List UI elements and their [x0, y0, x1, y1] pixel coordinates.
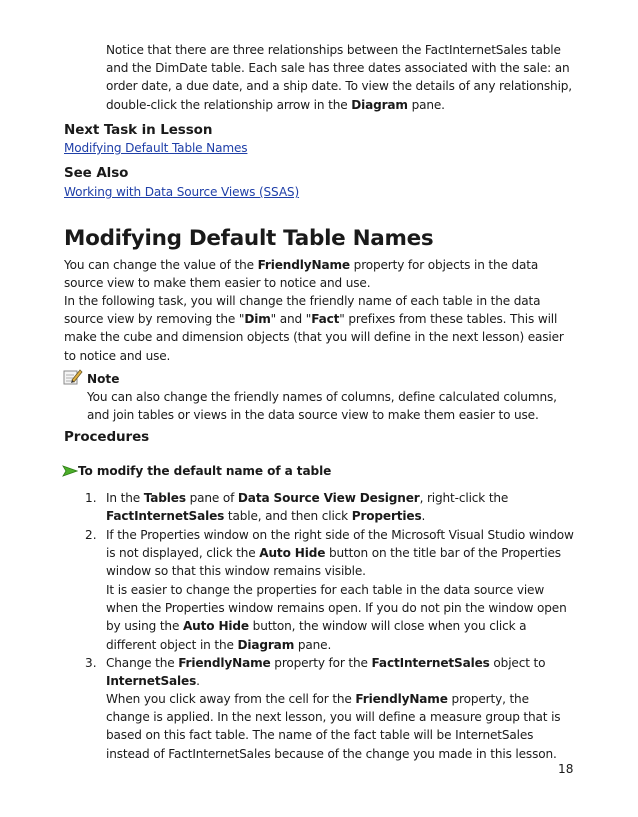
step-2-bold-autohide: Auto Hide: [259, 546, 326, 561]
next-task-link[interactable]: Modifying Default Table Names: [64, 141, 248, 155]
para2-bold-fact: Fact: [311, 312, 340, 327]
step-3-d2: property, the change is applied. In the next lesson, you will define a measure group that is based on this fact table. The name of the fact table will be InternetSales instead of FactInternetSales because of the change you made in this lesson.: [106, 692, 561, 761]
para2-text-end: " prefixes from these tables. This will make the cube and dimension objects (that you will define in the next lesson) easier to notice and use.: [64, 312, 564, 363]
step-3-detail: [106, 690, 576, 763]
step-1-t3: , right-click the: [419, 491, 509, 505]
para1-bold-friendlyname: FriendlyName: [257, 258, 350, 272]
step-1-text: [106, 489, 576, 525]
page-number: 18: [558, 762, 574, 776]
step-1-t4: table, and then click: [224, 509, 352, 524]
step-1-t1: In the: [106, 491, 144, 505]
step-3-t4: .: [196, 674, 200, 689]
para2-text-mid: " and ": [270, 312, 312, 327]
see-also-link[interactable]: Working with Data Source Views (SSAS): [64, 185, 300, 199]
note-body: You can also change the friendly names of columns, define calculated columns, and join tables or views in the data source view to make them easier to use.: [87, 390, 557, 423]
step-number: 1.: [85, 491, 97, 505]
step-2-d3: pane.: [294, 637, 332, 652]
step-2-t1: If the Properties window on the right side of the Microsoft Visual Studio window is not displayed, click the: [106, 528, 574, 561]
step-2-d2: button, the window will close when you click a different object in the: [106, 619, 527, 652]
procedure-title: To modify the default name of a table: [78, 464, 332, 478]
step-number: 3.: [85, 656, 97, 670]
next-task-heading: Next Task in Lesson: [64, 122, 213, 138]
step-3-bold-friendlyname-2: FriendlyName: [355, 692, 448, 706]
step-2-detail: [106, 581, 576, 654]
para1-text: You can change the value of the: [64, 258, 258, 272]
step-2-d1: It is easier to change the properties for each table in the data source view when the Properties window remains open. If you do not pin the window open by using the: [106, 583, 567, 634]
see-also-heading: See Also: [64, 165, 129, 181]
intro-paragraph: [106, 41, 576, 114]
procedures-heading: Procedures: [64, 429, 150, 445]
step-3-t2: property for the: [270, 656, 372, 670]
intro-text: Notice that there are three relationships between the FactInternetSales table and the DimDate table. Each sale has three dates associated with the sale: an order date, a due date, and a ship date. To view the details of any relationship, double-click the relationship arrow in the: [106, 43, 573, 112]
step-1-bold-properties: Properties: [351, 509, 422, 524]
section-paragraph-1: [64, 256, 574, 292]
step-3-t3: object to: [489, 656, 546, 670]
step-1-bold-factinternetsales: FactInternetSales: [106, 509, 225, 524]
step-2-t2: button on the title bar of the Properties window so that this window remains visible.: [106, 546, 561, 579]
step-2-text: [106, 526, 576, 581]
step-3-t1: Change the: [106, 656, 179, 670]
step-1-t5: .: [421, 509, 426, 524]
step-1-bold-tables: Tables: [143, 491, 186, 505]
para2-text: In the following task, you will change the friendly name of each table in the data source view by removing the ": [64, 294, 541, 327]
note-title: Note: [87, 372, 120, 386]
green-arrow-icon: [62, 465, 78, 477]
pencil-note-icon: [63, 368, 83, 386]
step-3-text: [106, 654, 576, 690]
step-number: 2.: [85, 528, 97, 542]
section-paragraph-2: [64, 292, 574, 365]
step-3-bold-friendlyname: FriendlyName: [178, 656, 271, 670]
intro-text-end: pane.: [407, 97, 445, 112]
step-3-bold-factinternetsales: FactInternetSales: [371, 656, 490, 670]
step-1-t2: pane of: [185, 491, 238, 505]
para2-bold-dim: Dim: [244, 312, 271, 327]
step-3-d1: When you click away from the cell for the: [106, 692, 356, 706]
step-2-bold-diagram: Diagram: [237, 637, 295, 652]
step-3-bold-internetsales: InternetSales: [106, 674, 197, 689]
step-1-bold-designer: Data Source View Designer: [237, 491, 420, 505]
step-2-bold-autohide-2: Auto Hide: [182, 619, 249, 634]
intro-bold-diagram: Diagram: [351, 97, 408, 112]
section-title: Modifying Default Table Names: [64, 226, 434, 251]
para1-text-end: property for objects in the data source view to make them easier to notice and use.: [64, 258, 539, 291]
